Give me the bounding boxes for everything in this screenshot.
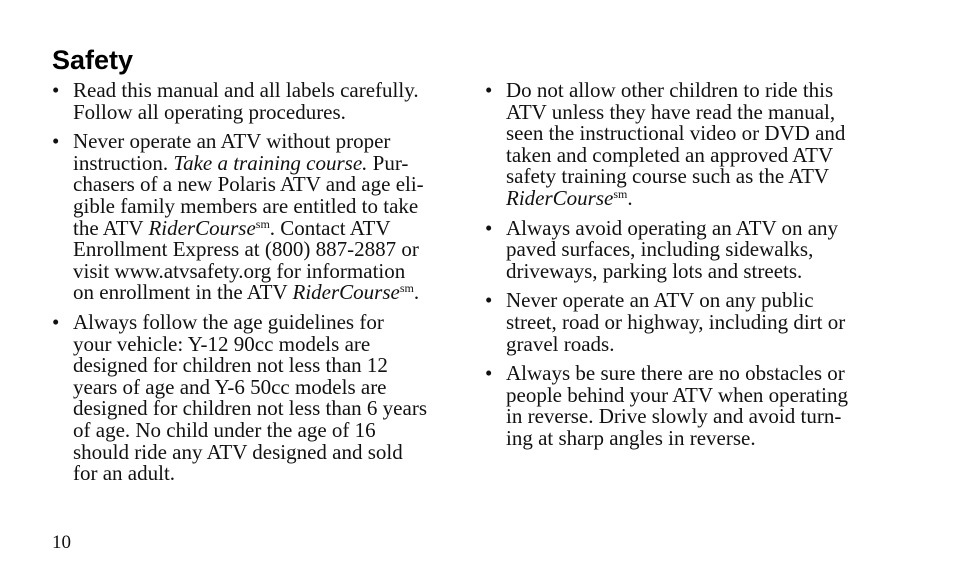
- line: visit www.atvsafety.org for information: [73, 258, 406, 283]
- line: taken and completed an approved ATV: [506, 142, 834, 167]
- service-mark: sm: [613, 186, 628, 201]
- ridercourse-text: RiderCourse: [292, 280, 400, 305]
- line: your vehicle: Y-12 90cc models are: [73, 331, 371, 356]
- line: Pur-: [367, 150, 409, 175]
- bullet-item-other-children: [485, 80, 885, 210]
- line: Never operate an ATV on any public: [506, 288, 814, 313]
- line: .: [627, 185, 633, 210]
- bullet-icon: •: [485, 361, 493, 386]
- bullet-item-read-manual: [52, 80, 452, 123]
- bullet-icon: •: [52, 129, 60, 154]
- service-mark: sm: [255, 216, 270, 231]
- line: years of age and Y-6 50cc models are: [73, 374, 387, 399]
- page-heading: Safety: [52, 45, 134, 75]
- line: . Contact ATV: [269, 215, 391, 240]
- bullet-icon: •: [485, 78, 493, 102]
- line: ATV unless they have read the manual,: [506, 99, 836, 124]
- right-column: [485, 80, 885, 458]
- line: gible family members are entitled to take: [73, 193, 419, 218]
- service-mark: sm: [399, 281, 414, 296]
- line: the ATV: [73, 215, 149, 240]
- bullet-item-reverse: [485, 363, 885, 449]
- line: designed for children not less than 6 years: [73, 396, 427, 421]
- line: should ride any ATV designed and sold: [73, 439, 403, 464]
- left-column: [52, 80, 452, 493]
- line: Never operate an ATV without proper: [73, 129, 391, 154]
- bullet-item-training: [52, 131, 452, 304]
- line: instruction.: [73, 150, 174, 175]
- line: .: [413, 280, 420, 305]
- line: ing at sharp angles in reverse.: [506, 425, 756, 450]
- line: Read this manual and all labels carefully.: [73, 78, 419, 102]
- bullet-icon: •: [485, 215, 493, 240]
- line: for an adult.: [73, 461, 176, 486]
- line: Always be sure there are no obstacles or: [506, 361, 845, 386]
- line: in reverse. Drive slowly and avoid turn-: [506, 404, 842, 429]
- line: street, road or highway, including dirt or: [506, 309, 846, 334]
- line: Always follow the age guidelines for: [73, 309, 384, 334]
- line: Follow all operating procedures.: [73, 99, 346, 124]
- bullet-item-age-guidelines: [52, 309, 452, 486]
- line: seen the instructional video or DVD and: [506, 121, 846, 146]
- line: Always avoid operating an ATV on any: [506, 215, 839, 240]
- page-number: 10: [52, 532, 71, 553]
- line: of age. No child under the age of 16: [73, 417, 376, 442]
- line: people behind your ATV when operating: [506, 382, 848, 407]
- line: Do not allow other children to ride this: [506, 78, 834, 102]
- ridercourse-text: RiderCourse: [506, 185, 614, 210]
- bullet-icon: •: [485, 288, 493, 313]
- bullet-icon: •: [52, 78, 60, 102]
- bullet-item-public-street: [485, 290, 885, 355]
- line: paved surfaces, including sidewalks,: [506, 237, 814, 262]
- line: chasers of a new Polaris ATV and age eli-: [73, 172, 424, 197]
- bullet-item-paved-surfaces: [485, 215, 885, 283]
- line: driveways, parking lots and streets.: [506, 258, 803, 283]
- emphasis-text: Take a training course.: [173, 150, 368, 175]
- line: gravel roads.: [506, 331, 615, 356]
- bullet-icon: •: [52, 309, 60, 334]
- line: on enrollment in the ATV: [73, 280, 293, 305]
- line: Enrollment Express at (800) 887-2887 or: [73, 237, 419, 262]
- line: designed for children not less than 12: [73, 353, 388, 378]
- line: safety training course such as the ATV: [506, 164, 830, 189]
- ridercourse-text: RiderCourse: [148, 215, 256, 240]
